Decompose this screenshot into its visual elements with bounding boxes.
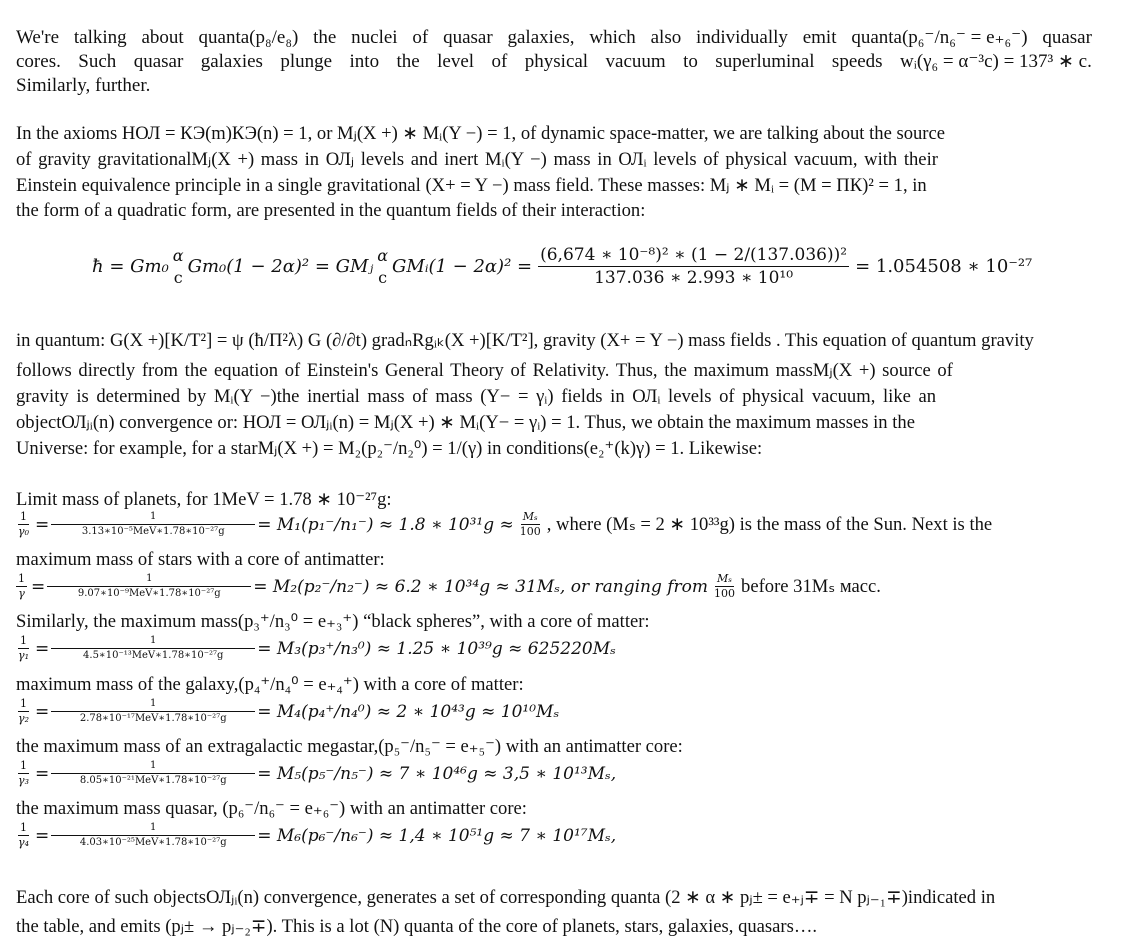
mass-fraction <box>53 510 253 539</box>
inline-math: quanta(p₈/e₈) <box>198 27 299 48</box>
fraction-numerator: 1 <box>51 634 255 649</box>
word: Such <box>78 51 117 72</box>
word: We're <box>16 27 60 48</box>
mass-fraction <box>53 697 253 726</box>
inline-math: quanta(p₆⁻/n₆⁻ = e₊₆⁻) <box>851 27 1028 48</box>
word: talking <box>73 27 127 48</box>
one-over-gamma-fraction <box>16 821 31 850</box>
word: emit <box>802 27 837 48</box>
paragraph-3-line-1 <box>16 329 1034 353</box>
word: nuclei <box>351 27 398 48</box>
one-over-gamma-fraction <box>16 634 31 663</box>
fraction-numerator: 1 <box>19 759 27 772</box>
fraction-denominator: 2.78∗10⁻¹⁷MeV∗1.78∗10⁻²⁷g <box>79 713 227 724</box>
word: about <box>141 27 184 48</box>
inline-math: wᵢ(γ₆ = α⁻³c) = 137³ ∗ c. <box>900 51 1092 72</box>
word: plunge <box>280 51 333 72</box>
paragraph-3-line-2: follows directly from the equation of Einstein's General Theory of Relativity. Thus, the maximum massMⱼ(X +) source of <box>16 360 953 381</box>
fraction-denominator: 4.5∗10⁻¹³MeV∗1.78∗10⁻²⁷g <box>83 650 224 661</box>
final-paragraph-line-2: the table, and emits (pⱼ± → pⱼ₋₂∓). This is a lot (N) quanta of the core of planets, stars, galaxies, quasars…. <box>16 916 818 937</box>
equation-middle: Gm₀(1 − 2α)² = GMⱼ <box>187 256 374 277</box>
mass-fraction <box>49 572 249 601</box>
fraction-numerator: (6,674 ∗ 10⁻⁸)² ∗ (1 − 2/(137.036))² <box>540 245 848 265</box>
alpha-over-c-fraction <box>375 245 390 289</box>
fraction-denominator: γ <box>18 587 25 600</box>
fraction-numerator: Mₛ <box>522 510 538 523</box>
mass-fraction <box>53 821 253 850</box>
fraction-denominator: 8.05∗10⁻²¹MeV∗1.78∗10⁻²⁷g <box>79 775 227 786</box>
paragraph-1-line-2 <box>16 50 1092 74</box>
equation-rhs: = M₂(p₂⁻/n₂⁻) ≈ 6.2 ∗ 10³⁴g ≈ 31Mₛ, or ranging from <box>253 576 709 597</box>
fraction-numerator: 1 <box>51 821 255 836</box>
planck-constant-fraction <box>538 244 849 289</box>
black-spheres-label: Similarly, the maximum mass(p₃⁺/n₃⁰ = e₊₃⁺) “black spheres”, with a core of matter: <box>16 611 650 632</box>
fraction-denominator: 3.13∗10⁻⁵MeV∗1.78∗10⁻²⁷g <box>81 526 225 537</box>
word: into <box>349 51 380 72</box>
mass-fraction <box>53 634 253 663</box>
equation-result: = 1.054508 ∗ 10⁻²⁷ <box>855 256 1033 277</box>
fraction-denominator: c <box>378 267 388 287</box>
paragraph-3-line-3: gravity is determined by Mᵢ(Y −)the inertial mass of mass (Y− = γᵢ) fields in ОЛᵢ levels of physical vacuum, like an <box>16 386 937 407</box>
fraction-numerator: 1 <box>51 759 255 774</box>
fraction-denominator: 100 <box>519 525 541 538</box>
word: individually <box>696 27 788 48</box>
word: speeds <box>831 51 883 72</box>
equation-rhs: = M₅(p₅⁻/n₅⁻) ≈ 7 ∗ 10⁴⁶g ≈ 3,5 ∗ 10¹³Mₛ, <box>257 763 617 784</box>
fraction-denominator: 9.07∗10⁻⁹MeV∗1.78∗10⁻²⁷g <box>77 588 221 599</box>
paragraph-2-line-2: of gravity gravitationalMⱼ(X +) mass in ОЛⱼ levels and inert Mᵢ(Y −) mass in ОЛᵢ levels of physical vacuum, with their <box>16 149 938 170</box>
word: also <box>650 27 682 48</box>
fraction-numerator: 1 <box>51 510 255 525</box>
planet-mass-equation: $\frac{1}{\text{γ₀}}$ = $\frac{1}{\text{3.13∗10⁻⁵MeV∗1.78∗10⁻²⁷g}}$ = M₁(p₁⁻/n₁⁻) ≈ 1.8 ∗ 10³¹g ≈ $\frac{\text{Mₛ}}{100}$ , where (Mₛ = 2 ∗ 10³³g) is the mass of the Sun. Next is the <box>18 510 993 538</box>
fraction-numerator: α <box>377 245 389 265</box>
word: superluminal <box>715 51 815 72</box>
equation-rhs: = M₃(p₃⁺/n₃⁰) ≈ 1.25 ∗ 10³⁹g ≈ 625220Mₛ <box>257 638 616 659</box>
fraction-denominator: 4.03∗10⁻²⁵MeV∗1.78∗10⁻²⁷g <box>79 837 227 848</box>
text: gravity (X+ = Y −) mass fields . This equation of quantum gravity <box>542 330 1034 351</box>
fraction-denominator: 137.036 ∗ 2.993 ∗ 10¹⁰ <box>594 268 794 288</box>
word: cores. <box>16 51 61 72</box>
word: quasar <box>1042 27 1092 48</box>
sun-mass-fraction <box>712 572 737 601</box>
sun-mass-fraction <box>518 510 543 539</box>
one-over-gamma-fraction <box>16 697 31 726</box>
fraction-denominator: c <box>173 267 183 287</box>
fraction-denominator: 100 <box>714 587 736 600</box>
text: before 31Mₛ масс. <box>741 575 881 597</box>
mass-fraction <box>53 759 253 788</box>
quantum-gravity-equation: in quantum: G(X +)[K/T²] = ψ (ħ/П²λ) G (∂/∂t) gradₙRgᵢₖ(X +)[K/T²], <box>16 330 539 351</box>
paragraph-1-line-1 <box>16 26 1092 50</box>
word: level <box>437 51 475 72</box>
fraction-denominator: γ₁ <box>18 649 29 662</box>
equation-rhs: = M₆(p₆⁻/n₆⁻) ≈ 1,4 ∗ 10⁵¹g ≈ 7 ∗ 10¹⁷Mₛ, <box>257 825 617 846</box>
paragraph-2-line-4: the form of a quadratic form, are presented in the quantum fields of their interaction: <box>16 200 646 221</box>
fraction-denominator: γ₀ <box>18 525 29 538</box>
equation-lhs: ħ = Gm₀ <box>92 256 169 277</box>
hbar-equation <box>92 244 1032 289</box>
fraction-numerator: 1 <box>19 697 27 710</box>
word: galaxies, <box>507 27 575 48</box>
limits-intro: Limit mass of planets, for 1MeV = 1.78 ∗ 10⁻²⁷g: <box>16 489 392 510</box>
galaxy-mass-equation: $\frac{1}{\text{γ₂}}$ = $\frac{1}{\text{2.78∗10⁻¹⁷MeV∗1.78∗10⁻²⁷g}}$ = M₄(p₄⁺/n₄⁰) ≈ 2 ∗ 10⁴³g ≈ 10¹⁰Mₛ <box>18 697 560 725</box>
galaxy-label: maximum mass of the galaxy,(p₄⁺/n₄⁰ = e₊₄⁺) with a core of matter: <box>16 674 524 695</box>
one-over-gamma-fraction <box>16 759 31 788</box>
stars-label: maximum mass of stars with a core of antimatter: <box>16 549 385 570</box>
fraction-denominator: γ₄ <box>18 836 29 849</box>
alpha-over-c-fraction <box>171 245 186 289</box>
final-paragraph-line-1: Each core of such objectsОЛⱼᵢ(n) convergence, generates a set of corresponding quanta (2 ∗ α ∗ pⱼ± = e₊ⱼ∓ = N pⱼ₋₁∓)indicated in <box>16 887 996 908</box>
paragraph-2-line-3: Einstein equivalence principle in a single gravitational (X+ = Y −) mass field. These masses: Mⱼ ∗ Mᵢ = (M = ПК)² = 1, in <box>16 175 927 196</box>
fraction-numerator: 1 <box>18 572 25 585</box>
star-mass-equation: $\frac{1}{\gamma}$ = $\frac{1}{\text{9.07∗10⁻⁹MeV∗1.78∗10⁻²⁷g}}$ = M₂(p₂⁻/n₂⁻) ≈ 6.2 ∗ 10³⁴g ≈ 31Mₛ, or ranging from $\frac{\text{Mₛ}}{100}$ before 31Mₛ масс. <box>18 572 881 600</box>
word: physical <box>524 51 589 72</box>
megastar-label: the maximum mass of an extragalactic megastar,(p₅⁻/n₅⁻ = e₊₅⁻) with an antimatter core: <box>16 736 683 757</box>
paragraph-2-line-1: In the axioms НОЛ = КЭ(m)КЭ(n) = 1, or Mⱼ(X +) ∗ Mᵢ(Y −) = 1, of dynamic space-matter, we are talking about the source <box>16 123 945 144</box>
paragraph-3-line-4: objectОЛⱼᵢ(n) convergence or: НОЛ = ОЛⱼᵢ(n) = Mⱼ(X +) ∗ Mᵢ(Y− = γᵢ) = 1. Thus, we obtain the maximum masses in the <box>16 412 915 433</box>
fraction-numerator: 1 <box>19 510 27 523</box>
equation-rhs: = M₄(p₄⁺/n₄⁰) ≈ 2 ∗ 10⁴³g ≈ 10¹⁰Mₛ <box>257 701 560 722</box>
word: which <box>589 27 636 48</box>
word: galaxies <box>200 51 263 72</box>
fraction-denominator: γ₃ <box>18 774 29 787</box>
black-sphere-mass-equation: $\frac{1}{\text{γ₁}}$ = $\frac{1}{\text{4.5∗10⁻¹³MeV∗1.78∗10⁻²⁷g}}$ = M₃(p₃⁺/n₃⁰) ≈ 1.25 ∗ 10³⁹g ≈ 625220Mₛ <box>18 634 616 662</box>
one-over-gamma-fraction <box>16 510 31 539</box>
equation-rhs: = M₁(p₁⁻/n₁⁻) ≈ 1.8 ∗ 10³¹g ≈ <box>257 514 514 535</box>
word: quasar <box>443 27 493 48</box>
equation-middle: GMᵢ(1 − 2α)² = <box>392 256 533 277</box>
fraction-numerator: 1 <box>47 572 251 587</box>
word: vacuum <box>605 51 666 72</box>
word: of <box>412 27 429 48</box>
word: to <box>683 51 698 72</box>
word: the <box>396 51 420 72</box>
text: , where (Mₛ = 2 ∗ 10³³g) is the mass of the Sun. Next is the <box>546 513 993 535</box>
fraction-numerator: 1 <box>51 697 255 712</box>
word: of <box>491 51 508 72</box>
fraction-denominator: γ₂ <box>18 712 29 725</box>
one-over-gamma-fraction <box>16 572 27 601</box>
megastar-mass-equation: $\frac{1}{\text{γ₃}}$ = $\frac{1}{\text{8.05∗10⁻²¹MeV∗1.78∗10⁻²⁷g}}$ = M₅(p₅⁻/n₅⁻) ≈ 7 ∗ 10⁴⁶g ≈ 3,5 ∗ 10¹³Mₛ, <box>18 759 617 787</box>
fraction-numerator: 1 <box>19 634 27 647</box>
word: the <box>313 27 337 48</box>
fraction-numerator: Mₛ <box>717 572 733 585</box>
paragraph-1-line-3: Similarly, further. <box>16 75 151 96</box>
paragraph-3-line-5: Universe: for example, for a starMⱼ(X +) = M₂(p₂⁻/n₂⁰) = 1/(γ) in conditions(e₂⁺(k)γ) = 1. Likewise: <box>16 438 763 459</box>
quasar-mass-equation: $\frac{1}{\text{γ₄}}$ = $\frac{1}{\text{4.03∗10⁻²⁵MeV∗1.78∗10⁻²⁷g}}$ = M₆(p₆⁻/n₆⁻) ≈ 1,4 ∗ 10⁵¹g ≈ 7 ∗ 10¹⁷Mₛ, <box>18 821 617 849</box>
word: quasar <box>133 51 184 72</box>
fraction-numerator: 1 <box>19 821 27 834</box>
quasar-label: the maximum mass quasar, (p₆⁻/n₆⁻ = e₊₆⁻) with an antimatter core: <box>16 798 527 819</box>
fraction-numerator: α <box>172 245 184 265</box>
